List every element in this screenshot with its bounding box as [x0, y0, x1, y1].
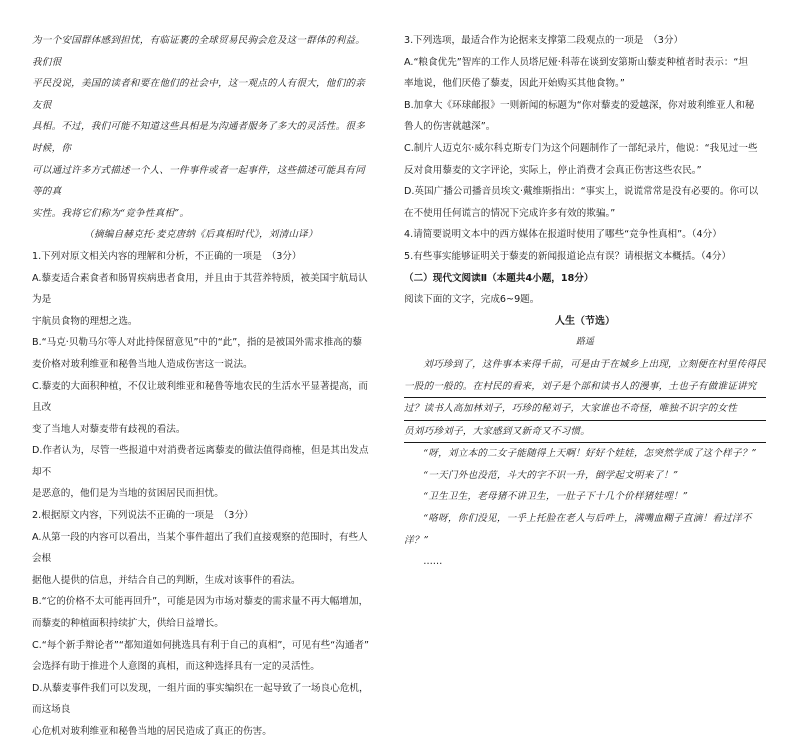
- option-d: D.从藜麦事件我们可以发现，一组片面的事实编织在一起导致了一场良心危机，而这场良: [32, 682, 369, 716]
- option-a: A.从第一段的内容可以看出，当某个事件超出了我们直接观察的范围时，有些人会根: [32, 531, 368, 565]
- option-d-cont: 心危机对玻利维亚和秘鲁当地的居民造成了真正的伤害。: [32, 726, 272, 737]
- question-3: [404, 30, 766, 224]
- passage-line: 具相。不过，我们可能不知道这些具相是为沟通者服务了多大的灵活性。很多时候，你: [32, 121, 365, 154]
- dialogue-line: “咯呀，你们没见，一乎上托脸在老人与后吽上，满嘴血糊子直滴！看过洋不洋？”: [404, 513, 752, 546]
- question-2: [32, 505, 370, 743]
- option-c: C.藜麦的大面积种植，不仅让玻利维亚和秘鲁等地农民的生活水平显著提高，而且改: [32, 380, 368, 414]
- question-stem: 2.根据原文内容，下列说法不正确的一项是 （3分）: [32, 510, 254, 522]
- option-b: B.“马克·贝勒马尔等人对此持保留意见”中的“此”，指的是被国外需求推高的藜: [32, 337, 362, 349]
- option-b-cont: 麦价格对玻利维亚和秘鲁当地人造成伤害这一说法。: [32, 358, 253, 370]
- option-a: A.藜麦适合素食者和肠胃疾病患者食用，并且由于其营养特质，被美国宇航局认为是: [32, 272, 368, 306]
- passage-line: 实性。我将它们称为“竞争性真相”。: [32, 207, 190, 219]
- question-4: 4.请简要说明文本中的西方媒体在报道时使用了哪些“竞争性真相”。（4分）: [404, 229, 722, 241]
- passage-line: 为一个安国群体感到担忧，有临证裹的全球贸易民驹会危及这一群体的利益。我们很: [32, 35, 365, 68]
- story-line: 员刘巧珍刘子，大家感到又新奇又不习惯。: [404, 421, 766, 444]
- story-author: 路遥: [575, 337, 594, 348]
- option-c-cont: 变了当地人对藜麦带有歧视的看法。: [32, 423, 186, 435]
- option-c-cont: 会选择有助于推进个人意图的真相，而这种选择具有一定的灵活性。: [32, 661, 320, 673]
- ellipsis: ……: [423, 556, 443, 568]
- left-column: [32, 30, 370, 743]
- option-a-cont: 宇航员食物的理想之选。: [32, 315, 138, 327]
- passage-end: [32, 30, 370, 224]
- source-citation: （摘编自赫克托·麦克唐纳《后真相时代》，刘清山译）: [84, 229, 318, 241]
- section-heading: （二）现代文阅读Ⅱ（本题共4小题，18分）: [404, 272, 594, 284]
- question-stem: 3.下列选项，最适合作为论据来支撑第二段观点的一项是 （3分）: [404, 35, 684, 46]
- dialogue-line: “一天门外也没范，斗大的字不识一升，倒学起文明来了！”: [423, 469, 679, 481]
- question-5: 5.有些事实能够证明关于藜麦的新闻报道论点有误？请根据文本概括。（4分）: [404, 250, 732, 262]
- option-d-cont: 在不使用任何谎言的情况下完成许多有效的欺骗。”: [404, 207, 616, 219]
- option-c: C.“每个新手辩论者”“都知道如何挑选具有利于自己的真相”，可见有些“沟通者”: [32, 639, 369, 651]
- option-a: A.“粮食优先”智库的工作人员塔尼娅·科蒂在谈到安第斯山藜麦种植者时表示：“坦: [404, 56, 748, 68]
- option-c-cont: 反对食用藜麦的文字评论，实际上，停止消费才会真正伤害这些农民。”: [404, 164, 702, 176]
- dialogue-line: “卫生卫生，老母猪不讲卫生，一肚子下十几个价样猪娃哩！”: [423, 491, 689, 503]
- option-a-cont: 率地说，他们厌倦了藜麦，因此开始购买其他食物。”: [404, 78, 625, 90]
- option-d: D.作者认为，尽管一些报道中对消费者远离藜麦的做法值得商榷，但是其出发点却不: [32, 445, 369, 478]
- story-line: 过？读书人高加林刘子，巧珍的秘刘子，大家谁也不奇怪，唯独不识字的女性: [404, 398, 766, 421]
- option-d-cont: 是恶意的，他们是为当地的贫困居民而担忧。: [32, 488, 224, 500]
- question-1: [32, 246, 370, 505]
- reading-instruction: 阅读下面的文字，完成6~9题。: [404, 294, 540, 306]
- question-stem: 1.下列对原文相关内容的理解和分析，不正确的一项是 （3分）: [32, 250, 302, 262]
- right-column: [404, 30, 766, 573]
- story-line: 刘巧珍到了，这件事本来得千前，可是由于在城乡上出现，立刻便在村里传得民: [423, 358, 766, 370]
- passage-line: 可以通过许多方式描述一个人、一件事件或者一起事件，这些描述可能具有同等的真: [32, 164, 365, 198]
- option-b: B.“它的价格不太可能再回升”，可能是因为市场对藜麦的需求量不再大幅增加，: [32, 596, 369, 608]
- story-line: 一股的一般的。在村民的看来，刘子是个部和读书人的漫事，土也子有做谁证讲究: [404, 376, 766, 399]
- option-d: D.英国广播公司播音员埃文·戴维斯指出：“事实上，说谎常常是没有必要的。你可以: [404, 186, 759, 198]
- dialogue-line: “呀，刘立本的二女子能随得上天啊！好好个娃娃，怎突然学成了这个样子？”: [423, 448, 757, 460]
- option-b-cont: 而藜麦的种植面积持续扩大，供给日益增长。: [32, 618, 224, 630]
- dialogue: [404, 443, 766, 551]
- passage-line: 平民没说，美国的读者和要在他们的社会中，这一观点的人有很大，他们的亲友很: [32, 78, 365, 111]
- option-b: B.加拿大《环球邮报》一则新闻的标题为“你对藜麦的爱越深，你对玻利维亚人和秘: [404, 99, 755, 111]
- option-a-cont: 据他人提供的信息，并结合自己的判断，生成对该事件的看法。: [32, 574, 301, 586]
- story-title: 人生（节选）: [555, 315, 615, 327]
- story-text: [404, 354, 766, 443]
- option-c: C.制片人迈克尔·威尔科克斯专门为这个问题制作了一部纪录片，他说：“我见过一些: [404, 142, 758, 154]
- option-b-cont: 鲁人的伤害就越深”。: [404, 121, 496, 133]
